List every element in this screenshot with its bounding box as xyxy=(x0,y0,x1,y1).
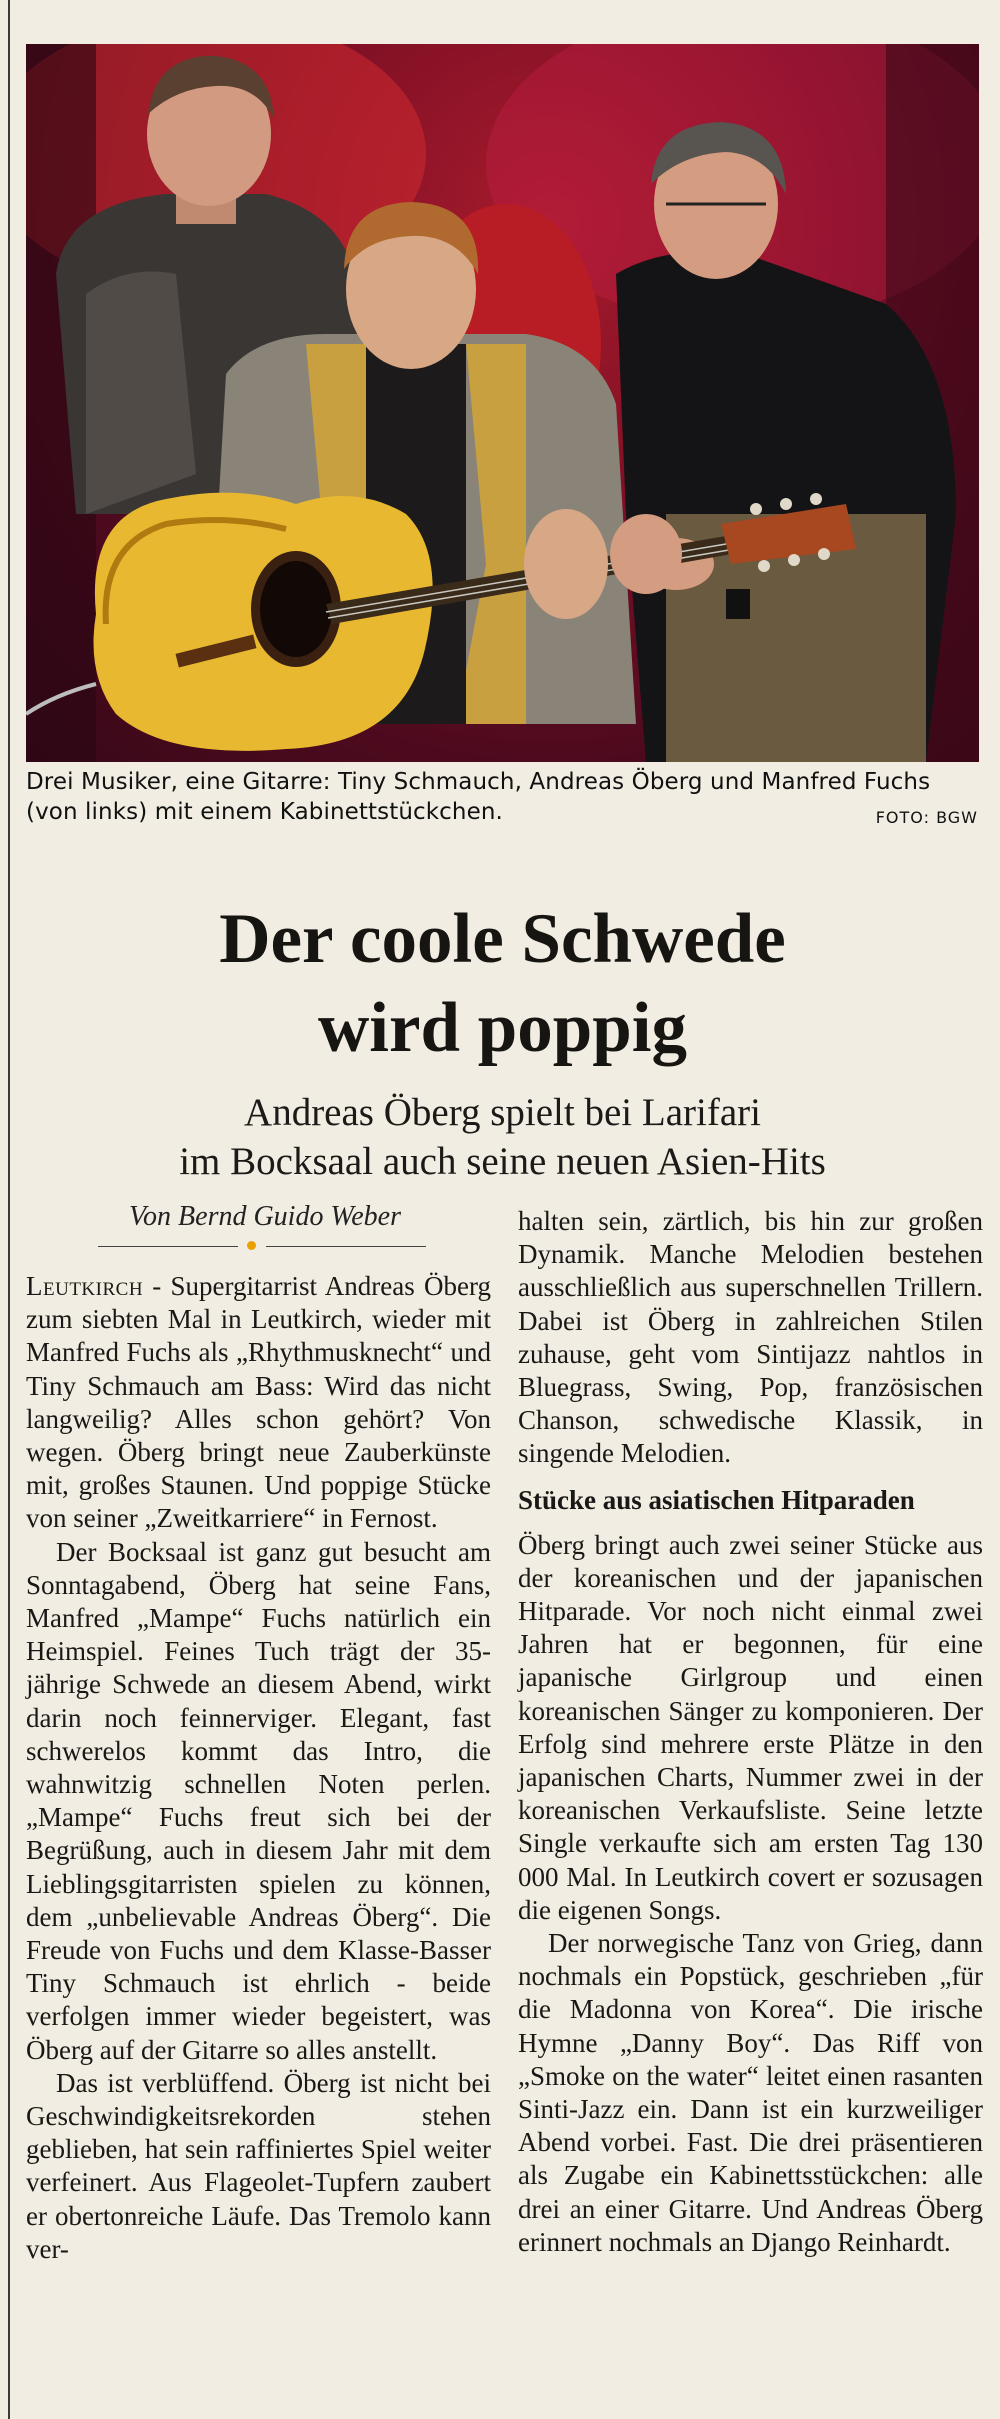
paragraph: Das ist verblüffend. Öberg ist nicht bei Geschwindigkeitsrekorden stehen geblieben, hat sein raffiniertes Spiel weiter verfeinert. Aus Flageolet-Tupfern zaubert er obertonreiche Läufe. Das Tremolo kann ver- xyxy=(26,2067,491,2264)
paragraph xyxy=(26,1270,491,1536)
paragraph: halten sein, zärtlich, bis hin zur großen Dynamik. Manche Melodien bestehen ausschließlich aus superschnellen Trillern. Dabei ist Öberg in zahlreichen Stilen zuhause, geht vom Sintijazz nahtlos in Bluegrass, Swing, Pop, französischen Chanson, schwedische Klassik, in singende Melodien. xyxy=(518,1206,983,1469)
photo-illustration xyxy=(26,44,979,762)
byline: Von Bernd Guido Weber xyxy=(129,1201,401,1232)
section-heading: Stücke aus asiatischen Hitparaden xyxy=(518,1484,915,1515)
photo-caption: Drei Musiker, eine Gitarre: Tiny Schmauch, Andreas Öberg und Manfred Fuchs (von links) mit einem Kabinettstückchen. xyxy=(26,769,931,825)
article-column-1 xyxy=(26,1270,491,2266)
headline-line-1: Der coole Schwede xyxy=(219,900,786,978)
paragraph: Öberg bringt auch zwei seiner Stücke aus der koreanischen und der japanischen Hitparade. Vor noch nicht einmal zwei Jahren hat er begonnen, für eine japanische Girlgroup und einen koreanischen Sänger zu komponieren. Der Erfolg sind mehrere erste Plätze in den japanischen Charts, Nummer zwei in der koreanischen Verkaufsliste. Seine letzte Single verkaufte sich am ersten Tag 130 000 Mal. In Leutkirch covert er sozusagen die eigenen Songs. xyxy=(518,1529,983,1925)
article-column-2 xyxy=(518,1205,983,2259)
photo-credit: FOTO: BGW xyxy=(875,808,978,827)
paragraph: Der Bocksaal ist ganz gut besucht am Sonntagabend, Öberg hat seine Fans, Manfred „Mampe“ Fuchs natürlich ein Heimspiel. Feines Tuch trägt der 35-jährige Schwede an diesem Abend, wirkt darin noch feinnerviger. Elegant, fast schwerelos kommt das Intro, die wahnwitzig schnellen Noten perlen. „Mampe“ Fuchs freut sich bei der Begrüßung, auch in diesem Jahr mit dem Lieblingsgitarristen spielen zu können, dem „unbelievable Andreas Öberg“. Die Freude von Fuchs und dem Klasse-Basser Tiny Schmauch ist ehrlich - beide verfolgen immer wieder begeistert, was Öberg auf der Gitarre so alles anstellt. xyxy=(26,1536,491,2065)
subheadline-line-2: im Bocksaal auch seine neuen Asien-Hits xyxy=(179,1140,826,1183)
subheadline-line-1: Andreas Öberg spielt bei Larifari xyxy=(244,1091,761,1134)
headline-line-2: wird poppig xyxy=(318,989,687,1067)
dateline: Leutkirch xyxy=(26,1271,144,1301)
subheadline xyxy=(26,1088,979,1186)
headline xyxy=(26,895,979,1073)
byline-rule-right xyxy=(266,1246,426,1247)
paragraph: Der norwegische Tanz von Grieg, dann nochmals ein Popstück, geschrieben „für die Madonna von Korea“. Die irische Hymne „Danny Boy“. Das Riff von „Smoke on the water“ leitet einen rasanten Sinti-Jazz ein. Dann ist ein kurzweiliger Abend vorbei. Fast. Die drei präsentieren als Zugabe ein Kabinettsstückchen: alle drei an einer Gitarre. Und Andreas Öberg erinnert nochmals an Django Reinhardt. xyxy=(518,1928,983,2257)
article-photo xyxy=(26,44,979,762)
paragraph-text: - Supergitarrist Andreas Öberg zum siebten Mal in Leutkirch, wieder mit Manfred Fuchs als „Rhythmusknecht“ und Tiny Schmauch am Bass: Wird das nicht langweilig? Alles schon gehört? Von wegen. Öberg bringt neue Zauberkünste mit, großes Staunen. Und poppige Stücke von seiner „Zweitkarriere“ in Fernost. xyxy=(26,1271,491,1534)
byline-dot xyxy=(247,1241,256,1250)
byline-rule-left xyxy=(98,1246,238,1247)
page-edge-rule xyxy=(8,0,10,2419)
